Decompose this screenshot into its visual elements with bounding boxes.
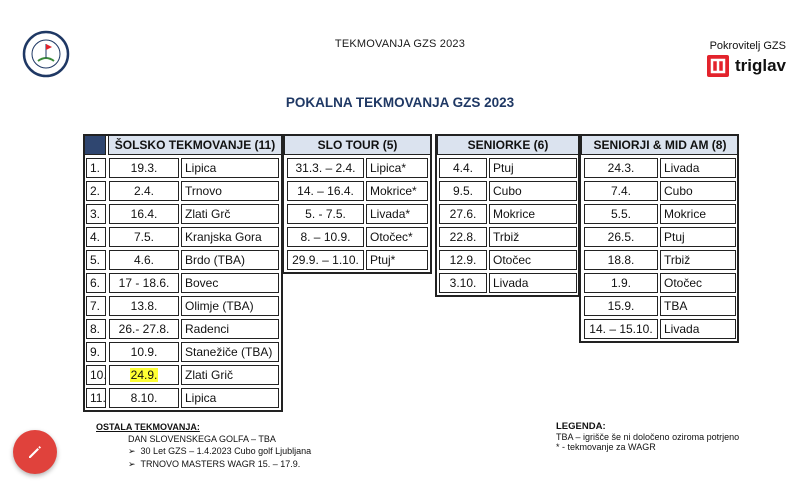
slotour-date: 29.9. – 1.10. (287, 250, 364, 270)
pencil-icon (26, 443, 44, 461)
row-number: 4. (86, 227, 106, 247)
seniorji-date: 14. – 15.10. (584, 319, 658, 339)
legend-heading: LEGENDA: (556, 421, 606, 432)
solsko-venue: Radenci (181, 319, 279, 339)
row-number: 6. (86, 273, 106, 293)
seniorji-venue: Livada (660, 158, 736, 178)
seniorji-venue: Livada (660, 319, 736, 339)
seniorji-date: 1.9. (584, 273, 658, 293)
row-number: 5. (86, 250, 106, 270)
other-bullet-text: TRNOVO MASTERS WAGR 15. – 17.9. (140, 459, 301, 469)
header-seniorke: SENIORKE (6) (437, 135, 579, 155)
seniorji-venue: Trbiž (660, 250, 736, 270)
row-number: 9. (86, 342, 106, 362)
seniorji-date: 5.5. (584, 204, 658, 224)
slotour-date: 8. – 10.9. (287, 227, 364, 247)
solsko-date: 2.4. (109, 181, 179, 201)
seniorke-venue: Trbiž (489, 227, 577, 247)
seniorji-venue: TBA (660, 296, 736, 316)
frame-seniorke (435, 134, 580, 297)
seniorji-date: 26.5. (584, 227, 658, 247)
solsko-venue: Trnovo (181, 181, 279, 201)
solsko-venue: Brdo (TBA) (181, 250, 279, 270)
header-title: TEKMOVANJA GZS 2023 (334, 38, 466, 50)
row-number: 2. (86, 181, 106, 201)
solsko-date: 17 - 18.6. (109, 273, 179, 293)
slotour-date: 31.3. – 2.4. (287, 158, 364, 178)
solsko-venue: Bovec (181, 273, 279, 293)
other-bullet-text: 30 Let GZS – 1.4.2023 Cubo golf Ljubljana (140, 446, 312, 456)
legend-line: TBA – igrišče še ni določeno oziroma potrjeno (556, 432, 740, 442)
seniorke-date: 9.5. (439, 181, 487, 201)
seniorji-date: 24.3. (584, 158, 658, 178)
seniorke-date: 3.10. (439, 273, 487, 293)
row-number: 7. (86, 296, 106, 316)
seniorji-date: 15.9. (584, 296, 658, 316)
solsko-venue: Lipica (181, 388, 279, 408)
solsko-venue: Zlati Grč (181, 204, 279, 224)
seniorke-date: 27.6. (439, 204, 487, 224)
solsko-date: 13.8. (109, 296, 179, 316)
solsko-venue: Lipica (181, 158, 279, 178)
slotour-venue: Otočec* (366, 227, 428, 247)
other-competitions (96, 422, 311, 470)
solsko-date: 10.9. (109, 342, 179, 362)
seniorke-venue: Otočec (489, 250, 577, 270)
triglav-icon (707, 55, 729, 77)
solsko-date: 8.10. (109, 388, 179, 408)
other-bullet: ➢ 30 Let GZS – 1.4.2023 Cubo golf Ljubljana (128, 446, 312, 456)
header-solsko: ŠOLSKO TEKMOVANJE (11) (108, 135, 282, 155)
solsko-date: 26.- 27.8. (109, 319, 179, 339)
seniorke-venue: Livada (489, 273, 577, 293)
edit-button[interactable] (13, 430, 57, 474)
slotour-venue: Lipica* (366, 158, 428, 178)
seniorji-date: 18.8. (584, 250, 658, 270)
seniorke-date: 12.9. (439, 250, 487, 270)
sponsor-label: Pokrovitelj GZS (709, 40, 786, 52)
slotour-venue: Mokrice* (366, 181, 428, 201)
page-title: POKALNA TEKMOVANJA GZS 2023 (285, 95, 515, 110)
legend (556, 421, 739, 452)
highlighted-date: 24.9. (130, 368, 158, 382)
seniorji-venue: Mokrice (660, 204, 736, 224)
other-line: DAN SLOVENSKEGA GOLFA – TBA (128, 434, 276, 444)
row-number: 1. (86, 158, 106, 178)
solsko-date: 16.4. (109, 204, 179, 224)
other-bullet: ➢ TRNOVO MASTERS WAGR 15. – 17.9. (128, 459, 301, 469)
solsko-date: 19.3. (109, 158, 179, 178)
header-seniorji: SENIORJI & MID AM (8) (581, 135, 739, 155)
row-number: 3. (86, 204, 106, 224)
seniorji-date: 7.4. (584, 181, 658, 201)
solsko-venue: Olimje (TBA) (181, 296, 279, 316)
frame-solsko (83, 134, 283, 412)
seniorji-venue: Cubo (660, 181, 736, 201)
slotour-date: 5. - 7.5. (287, 204, 364, 224)
row-number: 10. (86, 365, 106, 385)
frame-slo-tour (282, 134, 432, 274)
slotour-venue: Ptuj* (366, 250, 428, 270)
solsko-venue: Stanežiče (TBA) (181, 342, 279, 362)
solsko-venue: Zlati Grič (181, 365, 279, 385)
solsko-date: 4.6. (109, 250, 179, 270)
legend-line: * - tekmovanje za WAGR (556, 442, 656, 452)
row-number: 11. (86, 388, 106, 408)
sponsor-name: triglav (734, 56, 786, 75)
seniorke-date: 22.8. (439, 227, 487, 247)
seniorke-date: 4.4. (439, 158, 487, 178)
solsko-venue: Kranjska Gora (181, 227, 279, 247)
other-heading: OSTALA TEKMOVANJA: (96, 422, 200, 432)
slotour-date: 14. – 16.4. (287, 181, 364, 201)
seniorji-venue: Otočec (660, 273, 736, 293)
seniorji-venue: Ptuj (660, 227, 736, 247)
seniorke-venue: Mokrice (489, 204, 577, 224)
solsko-date: 7.5. (109, 227, 179, 247)
seniorke-venue: Ptuj (489, 158, 577, 178)
row-number: 8. (86, 319, 106, 339)
sponsor-logo (707, 55, 786, 77)
seniorke-venue: Cubo (489, 181, 577, 201)
slotour-venue: Livada* (366, 204, 428, 224)
frame-seniorji (579, 134, 739, 343)
header-slo-tour: SLO TOUR (5) (284, 135, 431, 155)
